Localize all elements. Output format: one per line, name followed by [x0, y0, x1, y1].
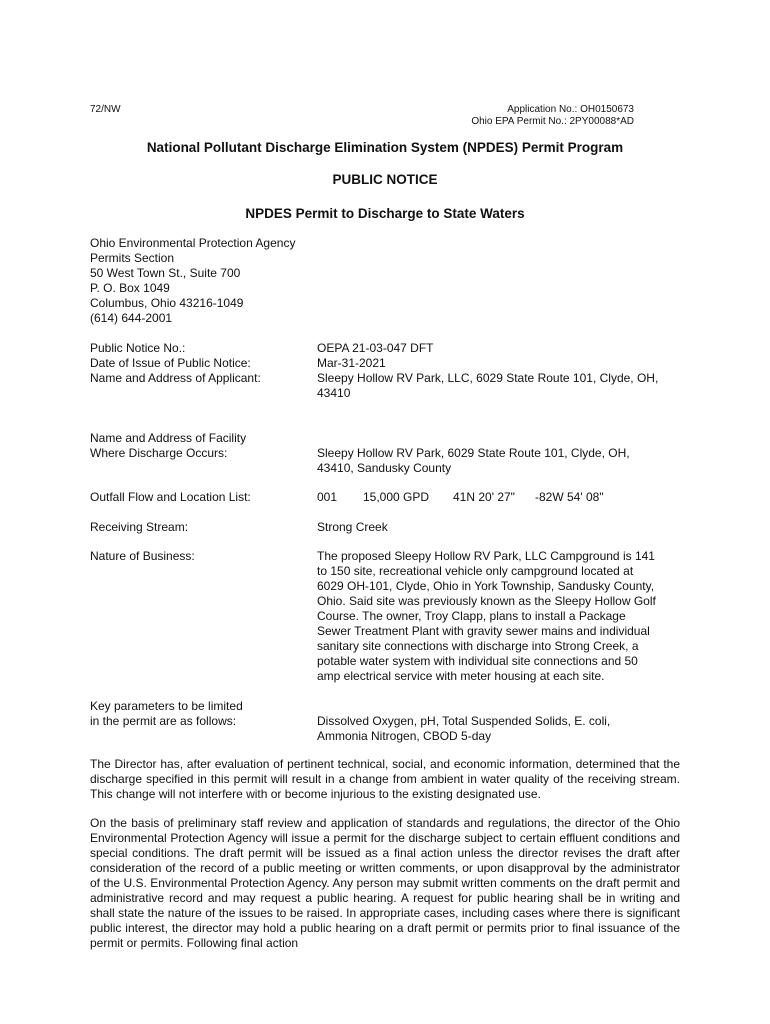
- director-determination-paragraph: The Director has, after evaluation of pertinent technical, social, and economic information, determined that the discharge specified in this permit will result in a change from ambient in water quality of the receiving stream. This change will not interfere with or become injurious to the existing designated use.: [90, 757, 680, 801]
- facility-line: 43410, Sandusky County: [317, 461, 452, 475]
- address-line: (614) 644-2001: [90, 311, 173, 325]
- outfall-label: Outfall Flow and Location List:: [90, 490, 251, 504]
- address-line: Ohio Environmental Protection Agency: [90, 236, 296, 250]
- outfall-flow: 15,000 GPD: [363, 490, 430, 504]
- outfall-id: 001: [317, 490, 338, 504]
- facility-value: [317, 446, 682, 476]
- permit-title: NPDES Permit to Discharge to State Waters: [245, 206, 525, 221]
- applicant-line: 43410: [317, 386, 351, 400]
- applicant-label: Name and Address of Applicant:: [90, 371, 261, 385]
- business-line: potable water system with individual site connections and 50: [317, 654, 638, 668]
- key-parameters-line: Dissolved Oxygen, pH, Total Suspended Solids, E. coli,: [317, 714, 611, 728]
- preliminary-review-paragraph: On the basis of preliminary staff review and application of standards and regulations, the director of the Ohio Environmental Protection Agency will issue a permit for the discharge subject to certain effluent conditions and special conditions. The draft permit will be issued as a final action unless the director revises the draft after consideration of the record of a public meeting or written comments, or upon disapproval by the administrator of the U.S. Environmental Protection Agency. Any person may submit written comments on the draft permit and administrative record and may request a public hearing. A request for public hearing shall be in writing and shall state the nature of the issues to be raised. In appropriate cases, including cases where there is significant public interest, the director may hold a public hearing on a draft permit or permits prior to final issuance of the permit or permits. Following final action: [90, 816, 680, 950]
- notice-title: PUBLIC NOTICE: [332, 172, 438, 187]
- address-line: 50 West Town St., Suite 700: [90, 266, 241, 280]
- facility-line: Sleepy Hollow RV Park, 6029 State Route 101, Clyde, OH,: [317, 446, 630, 460]
- facility-label: [90, 431, 310, 461]
- outfall-value: [317, 490, 682, 505]
- permit-numbers: [471, 104, 634, 128]
- business-line: The proposed Sleepy Hollow RV Park, LLC Campground is 141: [317, 549, 655, 563]
- key-parameters-line: Ammonia Nitrogen, CBOD 5-day: [317, 729, 492, 743]
- office-code: 72/NW: [90, 104, 121, 115]
- business-line: 6029 OH-101, Clyde, Ohio in York Township, Sandusky County,: [317, 579, 655, 593]
- key-parameters-label-line: Key parameters to be limited: [90, 699, 243, 713]
- business-line: Ohio. Said site was previously known as the Sleepy Hollow Golf: [317, 594, 656, 608]
- public-notice-value: OEPA 21-03-047 DFT: [317, 341, 434, 355]
- application-number: Application No.: OH0150673: [507, 104, 634, 115]
- receiving-stream-value: Strong Creek: [317, 520, 388, 534]
- outfall-longitude: -82W 54' 08": [535, 490, 604, 504]
- outfall-latitude: 41N 20' 27": [453, 490, 515, 504]
- nature-of-business-value: [317, 549, 682, 684]
- business-line: sanitary site connections with discharge into Strong Creek, a: [317, 639, 639, 653]
- nature-of-business-label: Nature of Business:: [90, 549, 195, 563]
- facility-label-line: Name and Address of Facility: [90, 431, 247, 445]
- key-parameters-value: [317, 714, 682, 744]
- issue-date-value: Mar-31-2021: [317, 356, 386, 370]
- ohio-epa-permit-number: Ohio EPA Permit No.: 2PY00088*AD: [471, 116, 634, 127]
- agency-address: [90, 236, 295, 326]
- business-line: Course. The owner, Troy Clapp, plans to install a Package: [317, 609, 626, 623]
- key-parameters-label-line: in the permit are as follows:: [90, 714, 237, 728]
- business-line: to 150 site, recreational vehicle only campground located at: [317, 564, 634, 578]
- business-line: amp electrical service with meter housing at each site.: [317, 669, 605, 683]
- address-line: Permits Section: [90, 251, 175, 265]
- applicant-line: Sleepy Hollow RV Park, LLC, 6029 State Route 101, Clyde, OH,: [317, 371, 659, 385]
- business-line: Sewer Treatment Plant with gravity sewer mains and individual: [317, 624, 650, 638]
- applicant-value: [317, 371, 682, 401]
- facility-label-line: Where Discharge Occurs:: [90, 446, 228, 460]
- program-title: National Pollutant Discharge Elimination System (NPDES) Permit Program: [146, 140, 624, 155]
- address-line: P. O. Box 1049: [90, 281, 170, 295]
- receiving-stream-label: Receiving Stream:: [90, 520, 189, 534]
- public-notice-label: Public Notice No.:: [90, 341, 186, 355]
- key-parameters-label: [90, 699, 310, 729]
- address-line: Columbus, Ohio 43216-1049: [90, 296, 244, 310]
- issue-date-label: Date of Issue of Public Notice:: [90, 356, 251, 370]
